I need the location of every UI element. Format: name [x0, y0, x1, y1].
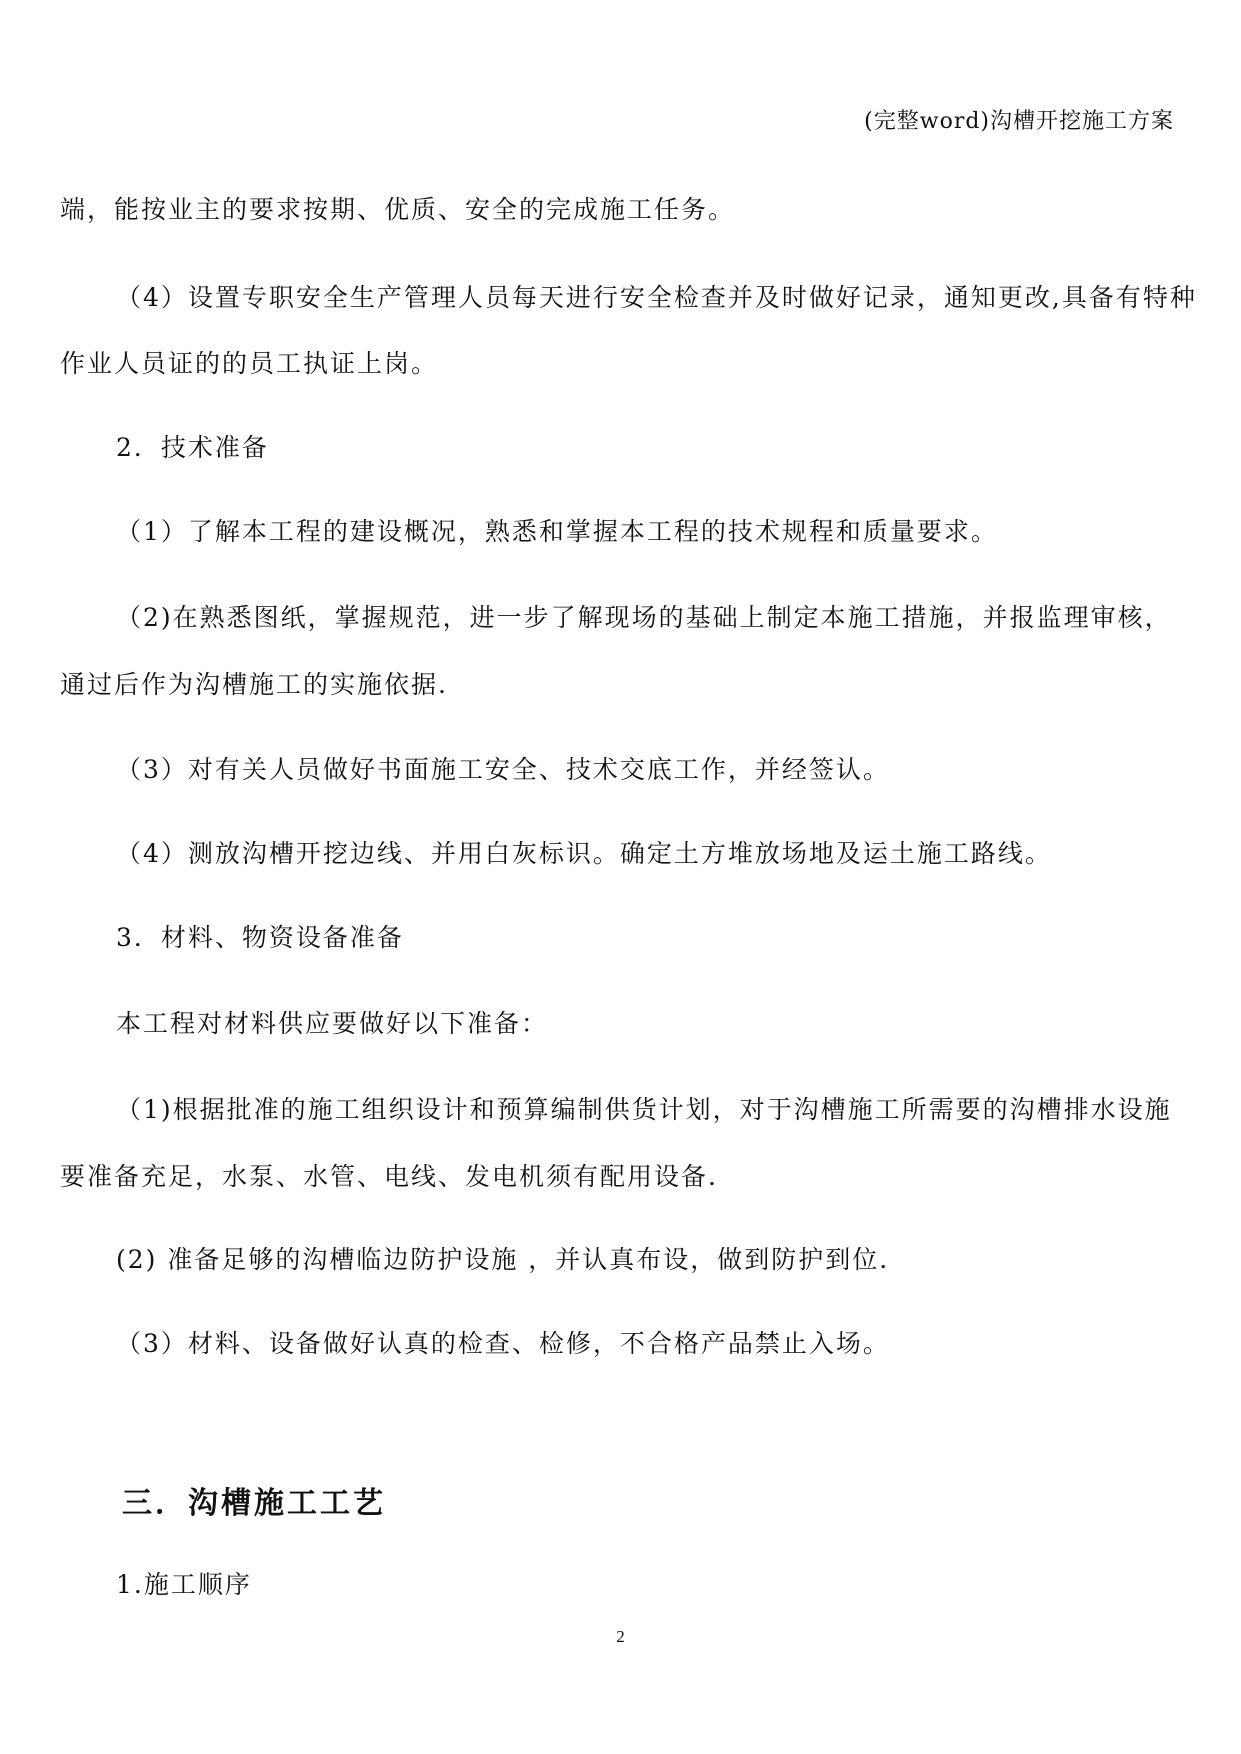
subsection-heading: 3．材料、物资设备准备	[116, 923, 404, 952]
paragraph-line: （3）材料、设备做好认真的检查、检修，不合格产品禁止入场。	[116, 1329, 890, 1358]
section-heading: 三．沟槽施工工艺	[122, 1486, 386, 1521]
paragraph-line: （2)在熟悉图纸，掌握规范，进一步了解现场的基础上制定本施工措施，并报监理审核，	[116, 603, 1172, 632]
paragraph-line: 端，能按业主的要求按期、优质、安全的完成施工任务。	[60, 195, 736, 224]
paragraph-line: （3）对有关人员做好书面施工安全、技术交底工作，并经签认。	[116, 755, 890, 784]
paragraph-line: （4）测放沟槽开挖边线、并用白灰标识。确定土方堆放场地及运土施工路线。	[116, 839, 1052, 868]
paragraph-line: 通过后作为沟槽施工的实施依据.	[60, 670, 448, 699]
page-number: 2	[616, 1627, 625, 1646]
paragraph-line: （1）了解本工程的建设概况，熟悉和掌握本工程的技术规程和质量要求。	[116, 517, 998, 546]
paragraph-line: （1)根据批准的施工组织设计和预算编制供货计划，对于沟槽施工所需要的沟槽排水设施	[116, 1095, 1172, 1124]
page-header-title: (完整word)沟槽开挖施工方案	[864, 109, 1174, 134]
subsection-heading: 1.施工顺序	[116, 1570, 252, 1599]
paragraph-line: （4）设置专职安全生产管理人员每天进行安全检查并及时做好记录，通知更改,具备有特种	[116, 283, 1197, 312]
subsection-heading: 2．技术准备	[116, 433, 269, 462]
paragraph-line: (2) 准备足够的沟槽临边防护设施 ，并认真布设，做到防护到位.	[116, 1245, 890, 1274]
paragraph-line: 要准备充足，水泵、水管、电线、发电机须有配用设备.	[60, 1162, 718, 1191]
paragraph-line: 作业人员证的的员工执证上岗。	[60, 349, 439, 378]
paragraph-line: 本工程对材料供应要做好以下准备：	[116, 1009, 549, 1038]
